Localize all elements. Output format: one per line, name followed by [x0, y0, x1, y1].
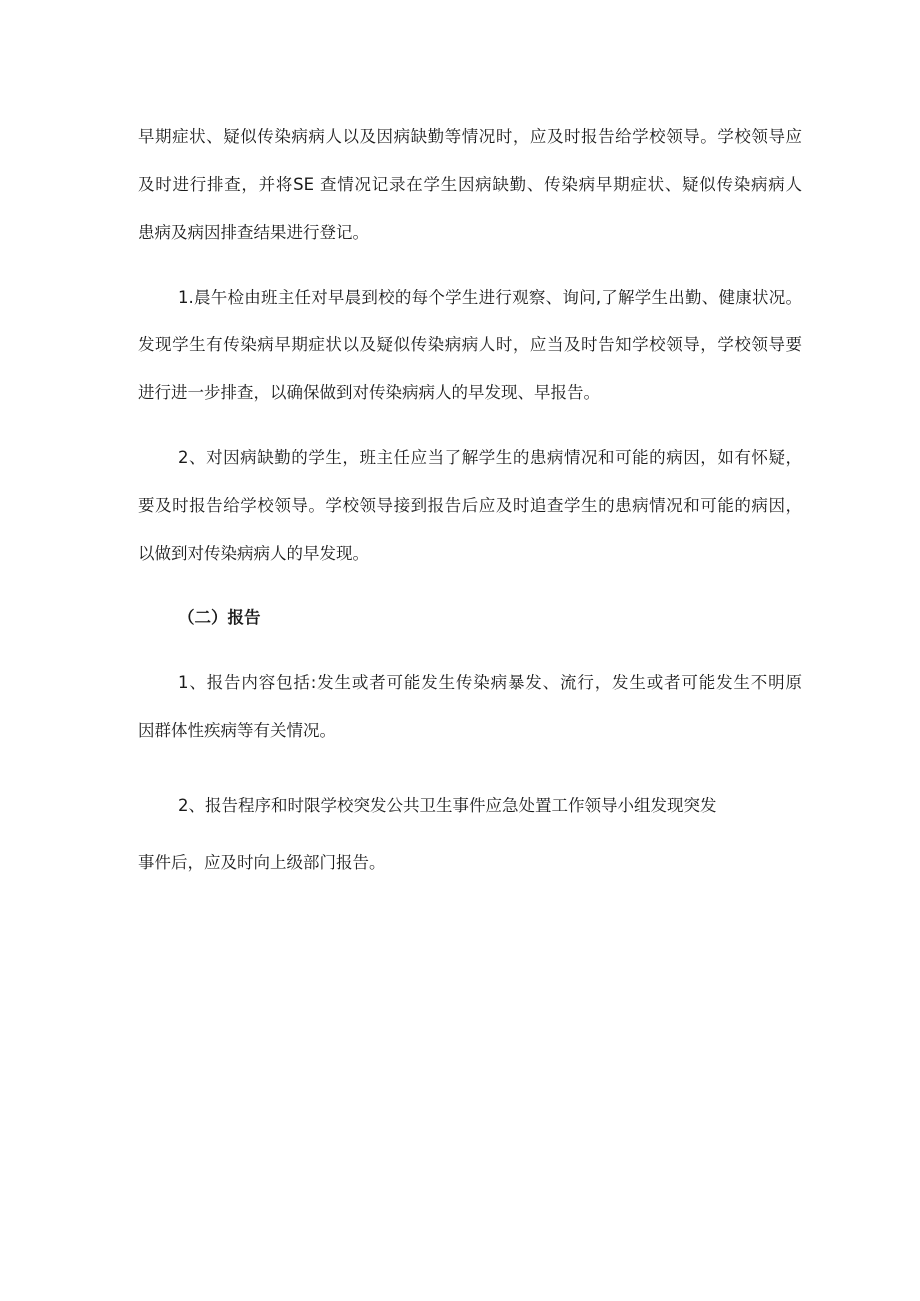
- text-line: 患病及病因排查结果进行登记。: [138, 223, 369, 242]
- text-line: 因群体性疾病等有关情况。: [138, 721, 336, 740]
- text-line: 2、报告程序和时限学校突发公共卫生事件应急处置工作领导小组发现突发: [178, 796, 717, 815]
- text-line: 2、对因病缺勤的学生，班主任应当了解学生的患病情况和可能的病因，如有怀疑，: [178, 448, 802, 467]
- text-line: 事件后，应及时向上级部门报告。: [138, 853, 386, 872]
- text-line: 及时进行排查，并将SE 查情况记录在学生因病缺勤、传染病早期症状、疑似传染病病人: [138, 175, 802, 194]
- section-heading: （二）报告: [178, 608, 261, 627]
- text-line: 以做到对传染病病人的早发现。: [138, 544, 369, 563]
- text-line: 1、报告内容包括:发生或者可能发生传染病暴发、流行，发生或者可能发生不明原: [178, 673, 802, 692]
- text-line: 进行进一步排查，以确保做到对传染病病人的早发现、早报告。: [138, 383, 600, 402]
- text-line: 发现学生有传染病早期症状以及疑似传染病病人时，应当及时告知学校领导，学校领导要: [138, 335, 802, 354]
- text-line: 1.晨午检由班主任对早晨到校的每个学生进行观察、询问,了解学生出勤、健康状况。: [178, 288, 802, 307]
- text-line: 要及时报告给学校领导。学校领导接到报告后应及时追查学生的患病情况和可能的病因，: [138, 496, 802, 515]
- text-line: 早期症状、疑似传染病病人以及因病缺勤等情况时，应及时报告给学校领导。学校领导应: [138, 127, 802, 146]
